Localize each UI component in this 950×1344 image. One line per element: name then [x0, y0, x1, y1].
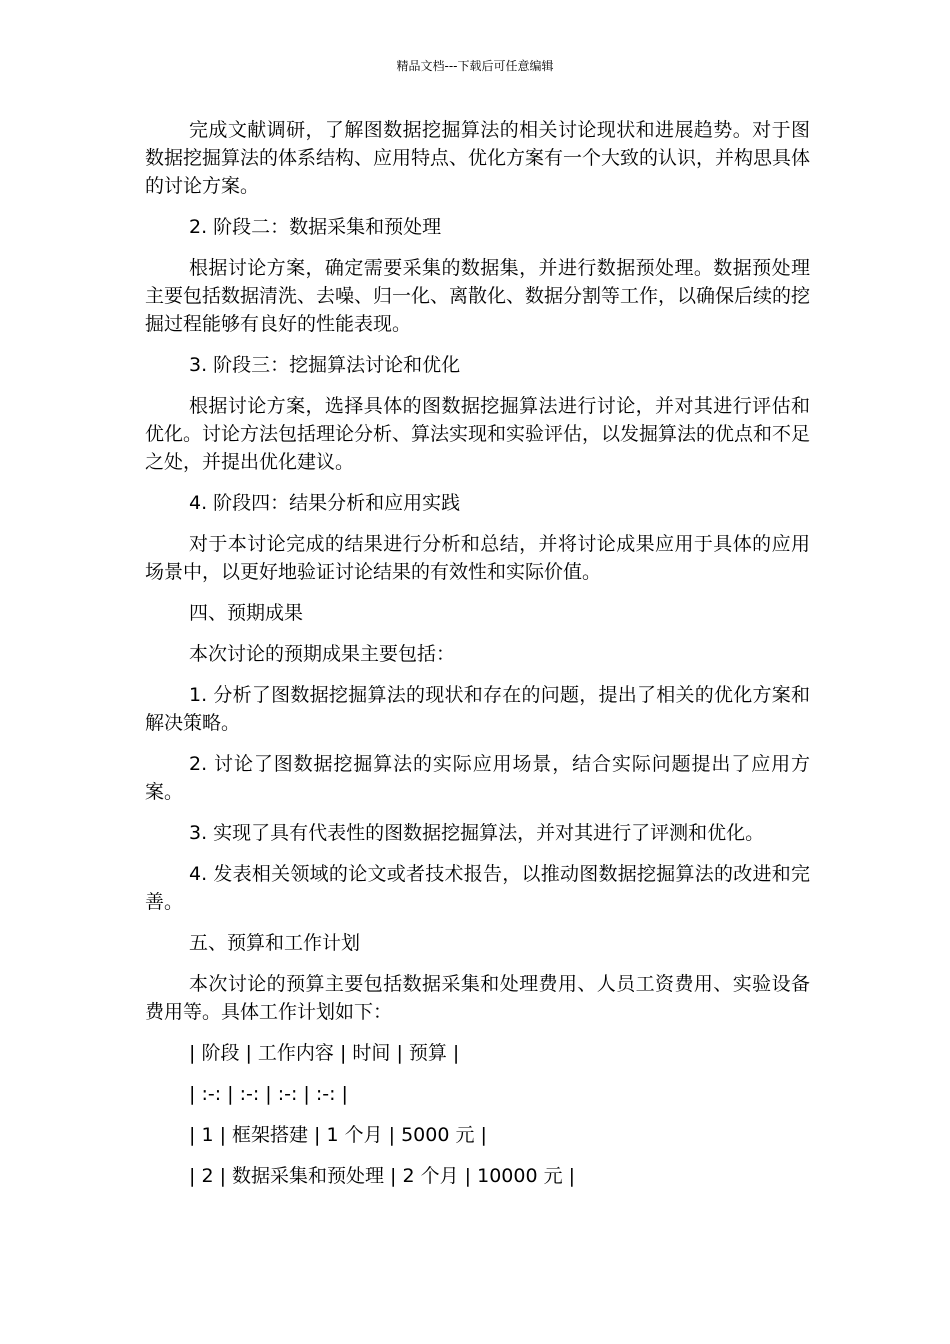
- document-body: [145, 116, 810, 1203]
- table-header-line: | 阶段 | 工作内容 | 时间 | 预算 |: [189, 1042, 460, 1064]
- heading-budget-plan: 五、预算和工作计划: [189, 932, 361, 954]
- paragraph-literature-review: 完成文献调研，了解图数据挖掘算法的相关讨论现状和进展趋势。对于图数据挖掘算法的体系结构、应用特点、优化方案有一个大致的认识，并构思具体的讨论方案。: [145, 119, 811, 197]
- table-align-line: | :-: | :-: | :-: | :-: |: [189, 1083, 348, 1105]
- paragraph-budget-intro: 本次讨论的预算主要包括数据采集和处理费用、人员工资费用、实验设备费用等。具体工作计划如下：: [145, 973, 810, 1023]
- heading-stage-two: 2. 阶段二：数据采集和预处理: [189, 216, 442, 238]
- heading-stage-three: 3. 阶段三：挖掘算法讨论和优化: [189, 354, 461, 376]
- paragraph-result-analysis: 对于本讨论完成的结果进行分析和总结，并将讨论成果应用于具体的应用场景中，以更好地验证讨论结果的有效性和实际价值。: [145, 533, 810, 583]
- paragraph-algorithm-optimization: 根据讨论方案，选择具体的图数据挖掘算法进行讨论，并对其进行评估和优化。讨论方法包括理论分析、算法实现和实验评估，以发掘算法的优点和不足之处，并提出优化建议。: [145, 395, 811, 473]
- list-item-result-1: 1. 分析了图数据挖掘算法的现状和存在的问题，提出了相关的优化方案和解决策略。: [145, 684, 810, 734]
- table-row: | 1 | 框架搭建 | 1 个月 | 5000 元 |: [189, 1124, 487, 1146]
- list-item-result-4: 4. 发表相关领域的论文或者技术报告，以推动图数据挖掘算法的改进和完善。: [145, 863, 810, 913]
- page-header: 精品文档---下载后可任意编辑: [396, 59, 554, 73]
- paragraph-expected-intro: 本次讨论的预期成果主要包括：: [189, 643, 456, 665]
- list-item-result-3: 3. 实现了具有代表性的图数据挖掘算法，并对其进行了评测和优化。: [189, 822, 765, 844]
- list-item-result-2: 2. 讨论了图数据挖掘算法的实际应用场景，结合实际问题提出了应用方案。: [145, 753, 810, 803]
- paragraph-data-preprocessing: 根据讨论方案，确定需要采集的数据集，并进行数据预处理。数据预处理主要包括数据清洗、去噪、归一化、离散化、数据分割等工作，以确保后续的挖掘过程能够有良好的性能表现。: [145, 257, 811, 335]
- heading-stage-four: 4. 阶段四：结果分析和应用实践: [189, 492, 461, 514]
- heading-expected-results: 四、预期成果: [189, 602, 304, 624]
- table-row: | 2 | 数据采集和预处理 | 2 个月 | 10000 元 |: [189, 1165, 576, 1187]
